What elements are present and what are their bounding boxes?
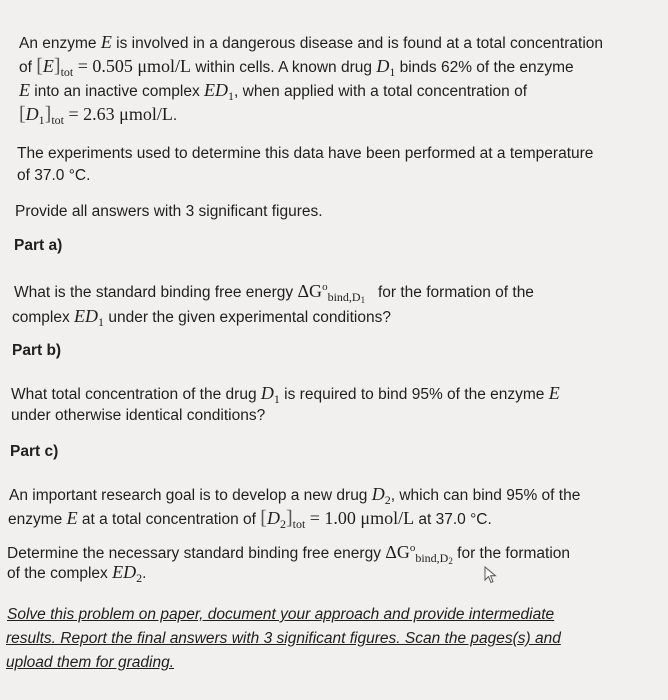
intro-line-2: of $[E]_{tot} = 0.505$ μmol/L within cells. A known drug $D_1$ binds 62% of the enzyme [19, 55, 574, 79]
enzyme-total-concentration: = 0.505 μmol/L [73, 56, 192, 76]
drug2-total-concentration: = 1.00 μmol/L [305, 508, 415, 528]
part-c-line-1: An important research goal is to develop a new drug $D_2$, which can bind 95% of the [9, 484, 581, 507]
enzyme-symbol: E [100, 32, 112, 52]
part-b-line-2: under otherwise identical conditions? [11, 407, 266, 424]
intro-line-1: An enzyme E is involved in a dangerous disease and is found at a total concentration [19, 32, 604, 52]
temperature-line-2: of 37.0 °C. [17, 167, 91, 184]
sigfig-instruction: Provide all answers with 3 significant figures. [15, 203, 323, 220]
mouse-cursor-icon [484, 566, 498, 584]
part-b-heading: Part b) [12, 342, 62, 359]
intro-line-3: E into an inactive complex $ED_1$, when applied with a total concentration of [19, 80, 528, 103]
part-a-line-2: complex $ED_1$ under the given experimental conditions? [12, 306, 391, 329]
part-b-line-1: What total concentration of the drug $D_1$ is required to bind 95% of the enzyme E [11, 383, 560, 406]
part-a-heading: Part a) [14, 237, 63, 254]
part-c-line-4: of the complex $ED_2$. [7, 562, 147, 585]
temperature-line-1: The experiments used to determine this data have been performed at a temperature [17, 145, 594, 162]
intro-line-4: $[D_1]_{tot} = 2.63$ μmol/L. [19, 103, 178, 127]
drug-total-concentration: = 2.63 μmol/L [64, 104, 173, 124]
instructions-line-1: Solve this problem on paper, document your approach and provide intermediate [7, 606, 555, 623]
part-c-line-3: Determine the necessary standard binding free energy $\Delta G^o_{bind,D2}$ for the formation [7, 542, 570, 566]
instructions-line-2: results. Report the final answers with 3 significant figures. Scan the pages(s) and [6, 630, 561, 647]
part-c-heading: Part c) [10, 443, 59, 460]
part-c-line-2: enzyme E at a total concentration of $[D_2]_{tot} = 1.00$ μmol/L at 37.0 °C. [8, 507, 492, 531]
part-a-line-1: What is the standard binding free energy $\Delta G^o_{bind,D1}$ for the formation of the [14, 281, 534, 305]
instructions-line-3: upload them for grading. [6, 654, 175, 671]
